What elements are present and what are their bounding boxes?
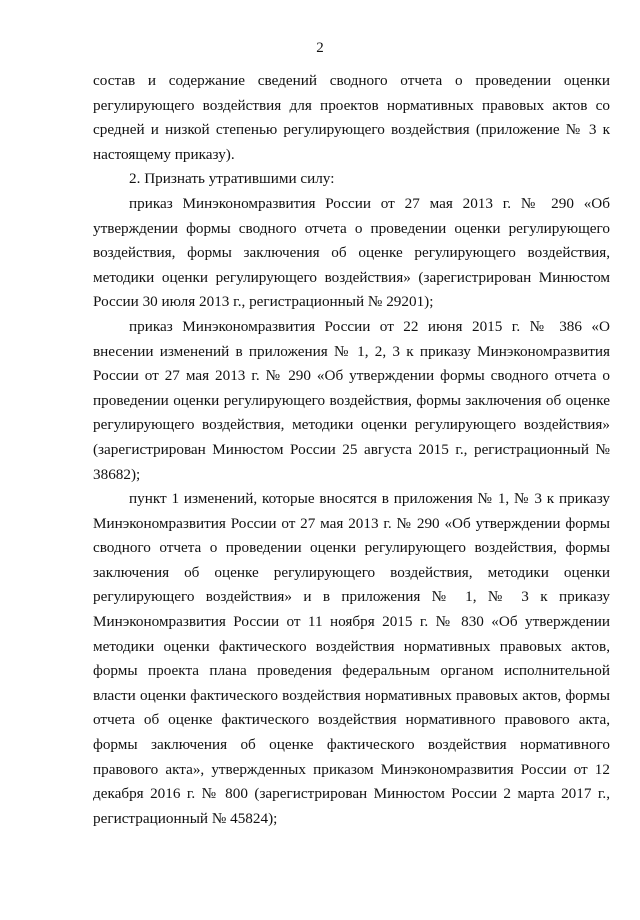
paragraph-order-386: приказ Минэкономразвития России от 22 июня 2015 г. № 386 «О внесении изменений в приложения № 1, 2, 3 к приказу Минэкономразвития России от 27 мая 2013 г. № 290 «Об утверждении формы сводного отчета о проведении оценки регулирующего воздействия, формы заключения об оценке регулирующего воздействия, методики оценки регулирующего воздействия» (зарегистрирован Минюстом России 25 августа 2015 г., регистрационный № 38682); [93, 317, 610, 483]
paragraph-item-2-heading: 2. Признать утратившими силу: [129, 170, 335, 188]
paragraph-continuation: состав и содержание сведений сводного отчета о проведении оценки регулирующего воздействия для проектов нормативных правовых актов со средней и низкой степенью регулирующего воздействия (приложение № 3 к настоящему приказу). [93, 72, 610, 163]
paragraph-point-1-changes: пункт 1 изменений, которые вносятся в приложения № 1, № 3 к приказу Минэкономразвития России от 27 мая 2013 г. № 290 «Об утверждении формы сводного отчета о проведении оценки регулирующего воздействия, формы заключения об оценке регулирующего воздействия, методики оценки регулирующего воздействия» и в приложения № 1, № 3 к приказу Минэкономразвития России от 11 ноября 2015 г. № 830 «Об утверждении методики оценки фактического воздействия нормативных правовых актов, формы проекта плана проведения федеральным органом исполнительной власти оценки фактического воздействия нормативных правовых актов, формы отчета об оценке фактического воздействия нормативного правового акта, формы заключения об оценке фактического воздействия нормативного правового акта», утвержденных приказом Минэкономразвития России от 12 декабря 2016 г. № 800 (зарегистрирован Минюстом России 2 марта 2017 г., регистрационный № 45824); [93, 490, 610, 827]
page-number: 2 [316, 40, 324, 56]
paragraph-order-290: приказ Минэкономразвития России от 27 мая 2013 г. № 290 «Об утверждении формы сводного отчета о проведении оценки регулирующего воздействия, формы заключения об оценке регулирующего воздействия, методики оценки регулирующего воздействия» (зарегистрирован Минюстом России 30 июля 2013 г., регистрационный № 29201); [93, 194, 610, 311]
document-body [93, 69, 610, 831]
